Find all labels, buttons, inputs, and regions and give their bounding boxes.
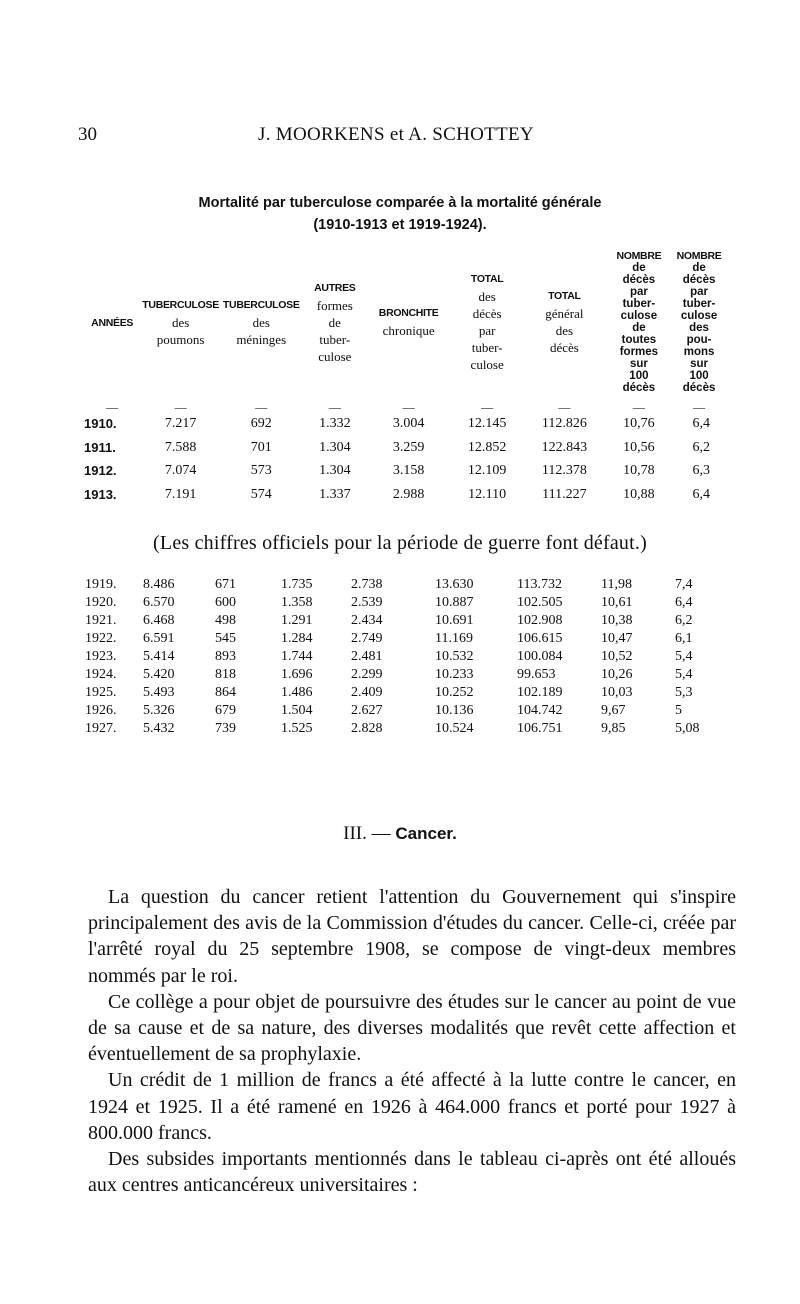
dash: — (174, 400, 187, 414)
war-note: (Les chiffres officiels pour la période de guerre font défaut.) (153, 532, 647, 554)
value-cell: 6,4 (692, 486, 710, 502)
header-word: décès (682, 274, 716, 286)
table-title (0, 192, 800, 236)
header-word: décès (622, 382, 656, 394)
header-word: TUBERCULOSE (222, 298, 300, 311)
header-word: culose (620, 310, 658, 322)
header-annees: ANNÉES (91, 316, 134, 329)
value-cell: 701 (250, 439, 272, 455)
running-head: J. MOORKENS et A. SCHOTTEY (258, 124, 534, 145)
header-nombre-poumons (674, 250, 724, 394)
value-cell: 1.358 (281, 595, 313, 610)
paragraph: Des subsides importants mentionnés dans le tableau ci-après ont été alloués aux centres anticancéreux universitaires : (88, 1148, 736, 1197)
value-cell: 113.732 (517, 577, 562, 592)
table-row (84, 702, 724, 720)
value-cell: 10,52 (601, 649, 633, 664)
header-tub-meninges (221, 250, 302, 394)
header-word: des (252, 314, 270, 330)
value-cell: 10,61 (601, 595, 633, 610)
value-cell: 11.169 (435, 631, 473, 646)
value-cell: 1.744 (281, 649, 313, 664)
year-cell: 1913. (84, 486, 117, 502)
mortality-table (84, 250, 724, 506)
table-row (84, 612, 724, 630)
header-word: NOMBRE (676, 250, 722, 262)
value-cell: 112.378 (541, 463, 587, 478)
year-cell: 1912. (84, 463, 117, 478)
value-cell: 10.252 (435, 685, 474, 700)
table-row (84, 720, 724, 738)
header-word: sur (690, 358, 709, 370)
value-cell: 2.738 (351, 577, 383, 592)
dash: — (255, 400, 268, 414)
header-word: des (478, 289, 496, 304)
header-word: formes (316, 297, 353, 313)
header-word: culose (470, 357, 504, 372)
value-cell: 3.004 (392, 416, 425, 431)
header-total-tuberculose (449, 250, 525, 394)
value-cell: 2.434 (351, 613, 383, 628)
header-word: de (328, 314, 341, 330)
rows-before-war (84, 412, 724, 506)
paragraph: La question du cancer retient l'attention du Gouvernement qui s'inspire principalement des avis de la Commission d'études du cancer. Celle-ci, créée par l'arrêté royal du 25 septembre 1908, se compose de vingt-deux membres nommés par le roi. (88, 886, 736, 987)
header-word: TUBERCULOSE (142, 298, 219, 311)
value-cell: 12.109 (467, 463, 507, 478)
value-cell: 10.136 (435, 703, 474, 718)
header-word: décès (622, 274, 656, 286)
header-word: toutes (621, 334, 657, 346)
value-cell: 12.852 (467, 439, 507, 455)
value-cell: 6.468 (143, 613, 175, 628)
section-title: Cancer. (395, 824, 457, 843)
value-cell: 2.627 (351, 703, 383, 718)
year-cell: 1910. (84, 416, 117, 431)
value-cell: 1.486 (281, 685, 313, 700)
header-word: culose (318, 348, 352, 364)
year-cell: 1925. (85, 685, 117, 700)
value-cell: 9,85 (601, 721, 626, 736)
header-bronchite (368, 250, 449, 394)
page-number: 30 (78, 124, 97, 145)
value-cell: 545 (215, 631, 236, 646)
value-cell: 6.591 (143, 631, 175, 646)
value-cell: 6,1 (675, 631, 693, 646)
value-cell: 10.524 (435, 721, 474, 736)
value-cell: 1.291 (281, 613, 313, 628)
value-cell: 818 (215, 667, 236, 682)
header-word: par (690, 286, 709, 298)
value-cell: 1.504 (281, 703, 313, 718)
header-word: de (692, 262, 706, 274)
value-cell: 122.843 (541, 439, 588, 455)
dash: — (328, 400, 341, 414)
value-cell: 3.259 (392, 439, 425, 455)
value-cell: 1.735 (281, 577, 313, 592)
value-cell: 5.432 (143, 721, 175, 736)
value-cell: 10,56 (623, 439, 655, 455)
header-word: chronique (382, 323, 435, 338)
value-cell: 893 (215, 649, 236, 664)
paragraph: Un crédit de 1 million de francs a été affecté à la lutte contre le cancer, en 1924 et 1925. Il a été ramené en 1926 à 464.000 francs et porté pour 1927 à 800.000 francs. (88, 1069, 736, 1144)
year-cell: 1919. (85, 577, 117, 592)
header-nombre-toutes-formes (604, 250, 674, 394)
value-cell: 1.304 (319, 439, 351, 455)
table-row (84, 436, 724, 460)
header-word: culose (680, 310, 718, 322)
value-cell: 106.615 (517, 631, 563, 646)
header-word: de (632, 322, 646, 334)
value-cell: 5.326 (143, 703, 175, 718)
value-cell: 864 (215, 685, 236, 700)
value-cell: 6,4 (675, 595, 693, 610)
dash: — (402, 400, 415, 414)
value-cell: 3.158 (392, 463, 425, 478)
value-cell: 1.332 (319, 416, 351, 431)
header-word: sur (629, 358, 648, 370)
value-cell: 7.191 (164, 486, 197, 502)
value-cell: 1.284 (281, 631, 313, 646)
table-row (84, 412, 724, 436)
header-word: des (689, 322, 709, 334)
value-cell: 6,2 (675, 613, 693, 628)
header-word: méninges (236, 331, 287, 347)
value-cell: 2.539 (351, 595, 383, 610)
dash: — (632, 400, 645, 414)
value-cell: 106.751 (517, 721, 563, 736)
value-cell: 112.826 (541, 416, 587, 431)
value-cell: 5,4 (675, 667, 693, 682)
value-cell: 671 (215, 577, 236, 592)
header-word: TOTAL (470, 273, 504, 285)
value-cell: 102.908 (517, 613, 563, 628)
mortality-table-continued (84, 576, 724, 738)
value-cell: 5,3 (675, 685, 693, 700)
table-row (84, 684, 724, 702)
header-word: TOTAL (548, 290, 581, 302)
value-cell: 7.074 (164, 463, 197, 478)
value-cell: 1.525 (281, 721, 313, 736)
header-total-general (525, 250, 604, 394)
value-cell: 692 (250, 416, 272, 431)
value-cell: 2.988 (392, 486, 425, 502)
value-cell: 10,38 (601, 613, 633, 628)
value-cell: 104.742 (517, 703, 563, 718)
dash: — (693, 400, 706, 414)
header-word: de (632, 262, 646, 274)
header-word: mons (683, 346, 715, 358)
value-cell: 1.304 (319, 463, 351, 478)
header-tub-poumons (140, 250, 221, 394)
value-cell: 10,26 (601, 667, 633, 682)
value-cell: 2.299 (351, 667, 383, 682)
header-word: AUTRES (314, 281, 356, 294)
table-row (84, 576, 724, 594)
header-word: décès (549, 340, 579, 355)
value-cell: 1.337 (319, 486, 351, 502)
value-cell: 10.233 (435, 667, 474, 682)
value-cell: 12.145 (467, 416, 507, 431)
value-cell: 5 (675, 703, 682, 718)
year-cell: 1927. (85, 721, 117, 736)
table-title-line1: Mortalité par tuberculose comparée à la mortalité générale (198, 195, 602, 211)
header-word: par (478, 323, 496, 338)
table-row (84, 648, 724, 666)
header-word: poumons (156, 331, 205, 347)
value-cell: 573 (250, 463, 272, 478)
value-cell: 5.414 (143, 649, 175, 664)
value-cell: 574 (250, 486, 272, 502)
value-cell: 111.227 (542, 486, 587, 502)
value-cell: 2.481 (351, 649, 383, 664)
value-cell: 13.630 (435, 577, 474, 592)
value-cell: 7.217 (164, 416, 197, 431)
value-cell: 6,3 (692, 463, 710, 478)
header-word: tuber- (319, 331, 351, 347)
value-cell: 6,2 (692, 439, 710, 455)
header-autres-formes (302, 250, 369, 394)
table-row (84, 459, 724, 483)
table-row (84, 483, 724, 507)
value-cell: 2.409 (351, 685, 383, 700)
value-cell: 739 (215, 721, 236, 736)
header-dash-row (84, 394, 724, 412)
dash: — (481, 400, 494, 414)
value-cell: 5.420 (143, 667, 175, 682)
value-cell: 6,4 (692, 416, 710, 431)
table-title-line2: (1910-1913 et 1919-1924). (313, 217, 487, 233)
section-heading (0, 823, 800, 845)
dash: — (106, 400, 119, 414)
body-text (88, 884, 736, 1198)
header-word: décès (682, 382, 716, 394)
value-cell: 679 (215, 703, 236, 718)
value-cell: 12.110 (468, 486, 507, 502)
value-cell: 8.486 (143, 577, 175, 592)
year-cell: 1922. (85, 631, 117, 646)
value-cell: 11,98 (601, 577, 632, 592)
header-word: par (629, 286, 648, 298)
value-cell: 102.189 (517, 685, 563, 700)
year-cell: 1911. (84, 439, 116, 455)
header-word: des (555, 323, 574, 338)
value-cell: 7,4 (675, 577, 693, 592)
value-cell: 10.887 (435, 595, 474, 610)
header-word: tuber- (682, 298, 716, 310)
value-cell: 6.570 (143, 595, 175, 610)
header-word: pou- (686, 334, 712, 346)
value-cell: 10,76 (623, 416, 655, 431)
value-cell: 10.691 (435, 613, 474, 628)
value-cell: 5,08 (675, 721, 700, 736)
value-cell: 9,67 (601, 703, 626, 718)
value-cell: 2.749 (351, 631, 383, 646)
header-word: NOMBRE (616, 250, 662, 262)
value-cell: 10,88 (623, 486, 655, 502)
dash: — (558, 400, 571, 414)
header-word: tuber- (471, 340, 503, 355)
value-cell: 5.493 (143, 685, 175, 700)
rows-after-war (84, 576, 724, 738)
value-cell: 7.588 (164, 439, 197, 455)
table-row (84, 666, 724, 684)
header-word: formes (619, 346, 659, 358)
table-row (84, 594, 724, 612)
value-cell: 1.696 (281, 667, 313, 682)
value-cell: 10,03 (601, 685, 633, 700)
value-cell: 10,78 (623, 463, 655, 478)
section-number: III. — (343, 823, 391, 844)
header-word: BRONCHITE (378, 307, 439, 319)
year-cell: 1924. (85, 667, 117, 682)
header-word: 100 (629, 370, 649, 382)
value-cell: 10.532 (435, 649, 474, 664)
value-cell: 5,4 (675, 649, 693, 664)
header-word: 100 (689, 370, 709, 382)
header-word: général (545, 306, 584, 321)
header-word: des (171, 314, 190, 330)
table-row (84, 630, 724, 648)
header-word: tuber- (622, 298, 656, 310)
value-cell: 2.828 (351, 721, 383, 736)
value-cell: 102.505 (517, 595, 563, 610)
paragraph: Ce collège a pour objet de poursuivre des études sur le cancer au point de vue de sa cause et de sa nature, des diverses modalités que revêt cette affection et éventuellement de sa prophylaxie. (88, 990, 736, 1066)
table-header-row (84, 250, 724, 394)
value-cell: 10,47 (601, 631, 633, 646)
value-cell: 498 (215, 613, 236, 628)
year-cell: 1921. (85, 613, 117, 628)
value-cell: 100.084 (517, 649, 563, 664)
header-word: décès (472, 306, 502, 321)
value-cell: 600 (215, 595, 236, 610)
year-cell: 1926. (85, 703, 117, 718)
year-cell: 1920. (85, 595, 117, 610)
value-cell: 99.653 (517, 667, 556, 682)
year-cell: 1923. (85, 649, 117, 664)
